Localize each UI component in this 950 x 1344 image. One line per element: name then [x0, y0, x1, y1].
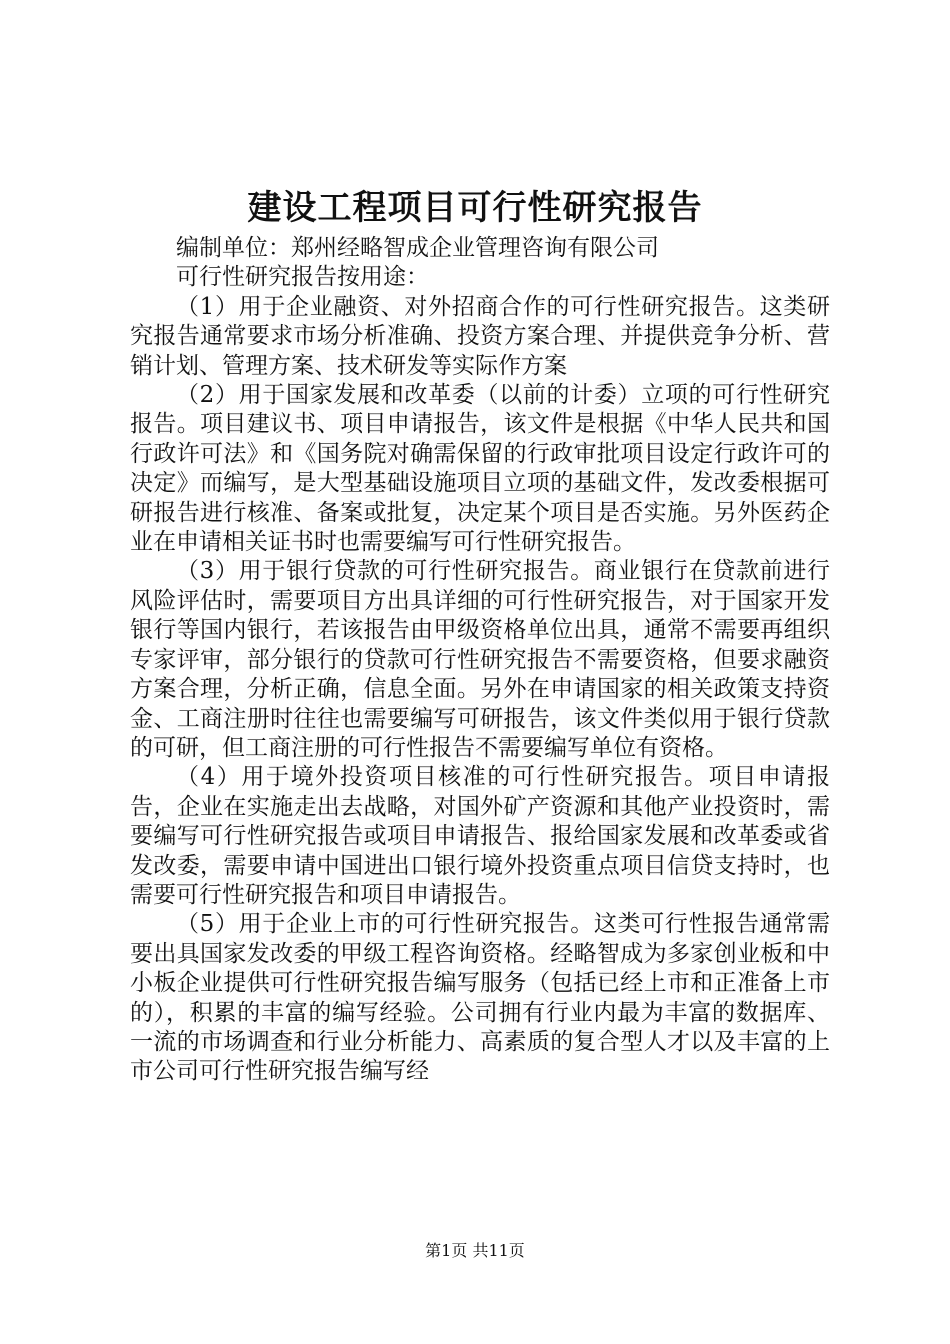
paragraph-purpose-2: （2）用于国家发展和改革委（以前的计委）立项的可行性研究报告。项目建议书、项目申请报告，该文件是根据《中华人民共和国行政许可法》和《国务院对确需保留的行政审批项目设定行政许可的决定》而编写，是大型基础设施项目立项的基础文件，发改委根据可研报告进行核准、备案或批复，决定某个项目是否实施。另外医药企业在申请相关证书时也需要编写可行性研究报告。 — [130, 382, 830, 556]
page-footer: 第1页 共11页 — [425, 1241, 525, 1260]
paragraph-purpose-4: （4）用于境外投资项目核准的可行性研究报告。项目申请报告，企业在实施走出去战略，对国外矿产资源和其他产业投资时，需要编写可行性研究报告或项目申请报告、报给国家发展和改革委或省发改委，需要申请中国进出口银行境外投资重点项目信贷支持时，也需要可行性研究报告和项目申请报告。 — [130, 764, 830, 908]
document-title: 建设工程项目可行性研究报告 — [247, 188, 703, 228]
paragraph-purpose-3: （3）用于银行贷款的可行性研究报告。商业银行在贷款前进行风险评估时，需要项目方出具详细的可行性研究报告，对于国家开发银行等国内银行，若该报告由甲级资格单位出具，通常不需要再组织专家评审，部分银行的贷款可行性研究报告不需要资格，但要求融资方案合理，分析正确，信息全面。另外在申请国家的相关政策支持资金、工商注册时往往也需要编写可研报告，该文件类似用于银行贷款的可研，但工商注册的可行性报告不需要编写单位有资格。 — [130, 558, 830, 761]
paragraph-purpose-5: （5）用于企业上市的可行性研究报告。这类可行性报告通常需要出具国家发改委的甲级工程咨询资格。经略智成为多家创业板和中小板企业提供可行性研究报告编写服务（包括已经上市和正准备上市的），积累的丰富的编写经验。公司拥有行业内最为丰富的数据库、一流的市场调查和行业分析能力、高素质的复合型人才以及丰富的上市公司可行性研究报告编写经 — [130, 911, 830, 1085]
paragraph-purpose-1: （1）用于企业融资、对外招商合作的可行性研究报告。这类研究报告通常要求市场分析准确、投资方案合理、并提供竞争分析、营销计划、管理方案、技术研发等实际作方案 — [130, 293, 830, 379]
paragraph-purpose-intro: 可行性研究报告按用途： — [176, 264, 429, 291]
document-body — [130, 234, 830, 1087]
paragraph-compiler: 编制单位：郑州经略智成企业管理咨询有限公司 — [176, 235, 659, 261]
